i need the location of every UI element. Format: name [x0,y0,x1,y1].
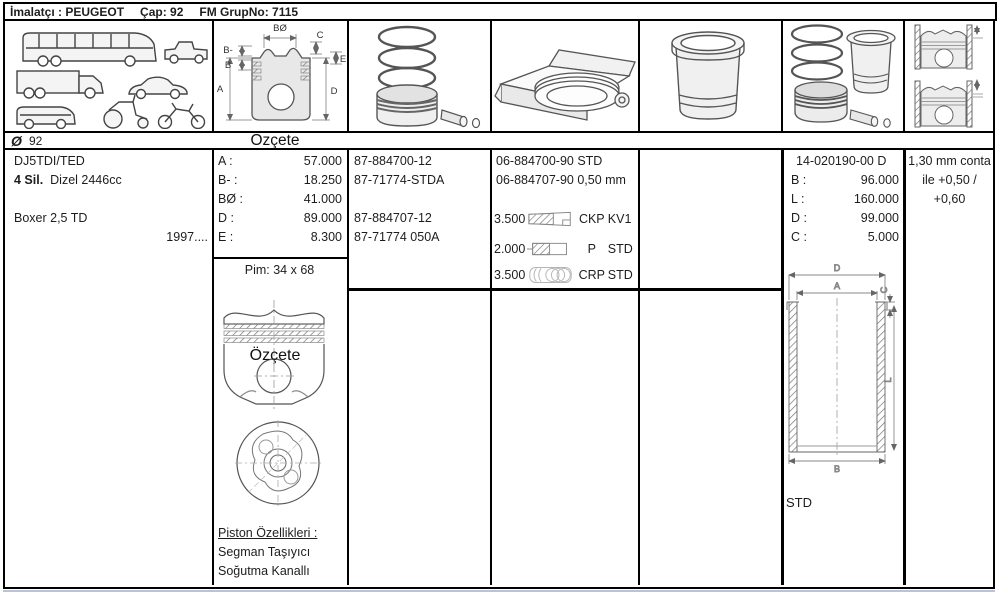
gasket-note-line: ile +0,50 / [922,173,977,187]
engine-years: 1997.... [166,230,208,244]
vehicle-applications-cell [5,21,212,131]
ring-profile-oil-icon [527,264,576,286]
dim-label: L : [791,192,805,206]
dim-label-d: D [330,86,338,97]
dim-row [218,152,342,171]
diameter-value: 92 [29,134,43,148]
dim-label-bo: BØ [273,23,287,34]
ring-set-box-cell [490,21,638,131]
liner-dim-row [791,190,899,209]
liner-dim-row [791,209,899,228]
clearance-diagram-cell [903,21,993,131]
dim-label-c: C [316,30,324,41]
piston-features [218,524,317,581]
ring-code: CKP [578,212,605,226]
grid-line [781,21,783,131]
grid-line [212,257,349,259]
piston-features-title: Piston Özellikleri : [218,526,318,540]
ring-size: 3.500 [494,212,526,226]
ring-spec-row [494,237,636,261]
cylinder-liner-icon [642,23,778,129]
liner-dim-label-l: L [883,377,893,383]
liner-dim-label-a: A [833,281,841,291]
liner-dim-label-b: B [833,464,841,474]
engine-code: DJ5TDI/TED [14,154,85,168]
page-shadow-line [3,590,995,592]
ring-spec-row [494,263,636,287]
dim-value: 8.300 [310,230,342,244]
dim-label-b: B [224,60,232,71]
ring-variant: STD [607,268,633,282]
dim-value: 5.000 [867,230,899,244]
ring-size: 2.000 [494,242,526,256]
piston-dimension-diagram-icon [212,22,347,130]
dim-row [218,209,342,228]
ring-code: CRP [578,268,605,282]
dim-value: 18.250 [303,173,342,187]
ring-code: P [587,242,596,256]
dim-label: D : [791,211,807,225]
liner-dimension-diagram [783,262,898,474]
piston-clearance-sections-icon [905,22,991,130]
dim-value: 160.000 [853,192,899,206]
engine-model: Boxer 2,5 TD [14,211,88,225]
dim-label: E : [218,230,234,244]
ring-set-number: 06-884700-90 STD [496,154,603,168]
piston-with-rings-cell [347,21,490,131]
grid-line [212,21,214,131]
dim-value: 41.000 [303,192,342,206]
dim-label: C : [791,230,807,244]
piston-liner-kit-icon [783,22,901,130]
dim-label: B- : [218,173,238,187]
ring-size: 3.500 [494,268,526,282]
piston-top-view-drawing [233,418,323,508]
dim-row [218,171,342,190]
grid-line [490,150,492,585]
vehicles-icon [9,23,209,129]
gasket-note-line: 1,30 mm conta [908,154,991,168]
ring-profile-keystone-icon [527,209,576,229]
pin-size: Pim: 34 x 68 [244,263,315,277]
diameter-symbol: Ø [11,133,22,149]
piston-dimension-diagram-cell [212,21,347,131]
dim-label-bminus: B- [223,45,233,56]
grid-line [903,21,905,131]
dim-label: D : [218,211,234,225]
liner-dim-row [791,228,899,247]
dim-row [218,228,342,247]
dim-label: BØ : [218,192,244,206]
brand-band [5,131,993,150]
piston-feature-item: Segman Taşıyıcı [218,545,311,559]
liner-dim-row [791,171,899,190]
dim-label-a: A [216,84,224,95]
ring-set-box-icon [491,22,637,130]
liner-number: 14-020190-00 D [796,154,887,168]
liner-std-label: STD [786,495,812,510]
dim-row [218,190,342,209]
full-kit-cell [781,21,903,131]
brand-name: Özçete [250,132,300,149]
liner-dim-label-d: D [833,263,841,273]
dim-label: B : [791,173,807,187]
dim-value: 96.000 [860,173,899,187]
piston-number: 87-71774-STDA [354,173,445,187]
piston-number: 87-71774 050A [354,230,440,244]
engine-cylinders-row [14,171,122,190]
catalog-table [3,19,995,589]
ring-variant: KV1 [607,212,632,226]
dim-value: 89.000 [303,211,342,225]
manufacturer-label: İmalatçı : PEUGEOT [10,4,125,19]
dim-label: A : [218,154,233,168]
ring-spec-row [494,207,636,231]
fm-group-label: FM GrupNo: 7115 [199,4,299,19]
ring-variant: STD [607,242,633,256]
grid-line [212,150,214,585]
bore-label: Çap: 92 [140,4,184,19]
grid-line [347,21,349,131]
cylinder-liner-cell [638,21,781,131]
piston-feature-item: Soğutma Kanallı [218,564,310,578]
grid-line [347,150,349,585]
grid-line [490,21,492,131]
grid-line [638,150,640,585]
dim-value: 99.000 [860,211,899,225]
grid-line [903,150,906,585]
ring-profile-plain-icon [527,240,576,258]
piston-overlay-brand: Özçete [249,347,301,364]
engine-displacement: Dizel 2446cc [50,173,122,187]
dim-label-e: E [339,54,347,65]
piston-number: 87-884707-12 [354,211,432,225]
grid-line [347,288,784,291]
liner-dim-label-c: C [879,286,889,294]
piston-number: 87-884700-12 [354,154,432,168]
engine-cylinders: 4 Sil. [14,173,44,187]
piston-rings-pin-icon [349,22,489,130]
grid-line [638,21,640,131]
dim-value: 57.000 [303,154,342,168]
gasket-note-line: +0,60 [933,192,966,206]
ring-set-number: 06-884707-90 0,50 mm [496,173,626,187]
